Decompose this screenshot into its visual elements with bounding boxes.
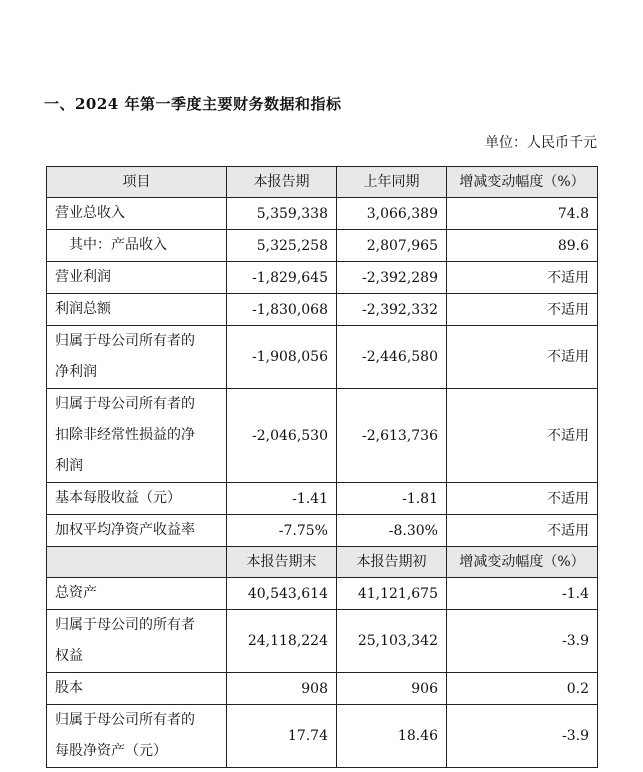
value-change: 不适用 xyxy=(447,262,598,294)
value-current: -1,830,068 xyxy=(227,294,337,326)
row-label-line: 总资产 xyxy=(55,585,97,601)
section1-row xyxy=(47,389,598,483)
row-label-line: 加权平均净资产收益率 xyxy=(55,522,195,538)
value-current: 5,325,258 xyxy=(227,230,337,262)
value-change: 不适用 xyxy=(447,294,598,326)
value-prior: 41,121,675 xyxy=(337,578,447,610)
value-prior: -1.81 xyxy=(337,483,447,515)
value-change: 不适用 xyxy=(447,483,598,515)
value-current: 908 xyxy=(227,673,337,705)
section1-row xyxy=(47,230,598,262)
value-current: 24,118,224 xyxy=(227,610,337,673)
value-change: 不适用 xyxy=(447,515,598,547)
row-label-line: 净利润 xyxy=(55,364,97,380)
unit-note: 单位：人民币千元 xyxy=(485,135,597,151)
row-label xyxy=(47,262,227,294)
value-prior: -2,613,736 xyxy=(337,389,447,483)
value-prior: 18.46 xyxy=(337,705,447,768)
value-current: -2,046,530 xyxy=(227,389,337,483)
value-current: 17.74 xyxy=(227,705,337,768)
section1-header-cell-1: 本报告期 xyxy=(227,167,337,198)
row-label-line: 扣除非经常性损益的净 xyxy=(55,427,195,443)
value-current: -1,908,056 xyxy=(227,326,337,389)
value-current: 5,359,338 xyxy=(227,198,337,230)
section1-header-cell-2: 上年同期 xyxy=(337,167,447,198)
section2-header-cell-3: 增减变动幅度（%） xyxy=(447,547,598,578)
value-change: 不适用 xyxy=(447,326,598,389)
value-change: -3.9 xyxy=(447,705,598,768)
value-change: 不适用 xyxy=(447,389,598,483)
section1-row xyxy=(47,326,598,389)
value-current: 40,543,614 xyxy=(227,578,337,610)
section1-header-cell-0: 项目 xyxy=(47,167,227,198)
value-prior: 2,807,965 xyxy=(337,230,447,262)
section1-row xyxy=(47,294,598,326)
section2-header-cell-1: 本报告期末 xyxy=(227,547,337,578)
section2-header-cell-0 xyxy=(47,547,227,578)
row-label-line: 营业总收入 xyxy=(55,205,125,221)
value-prior: 906 xyxy=(337,673,447,705)
section2-header-row xyxy=(47,547,598,578)
value-prior: -2,392,289 xyxy=(337,262,447,294)
row-label xyxy=(47,389,227,483)
section2-row xyxy=(47,610,598,673)
value-change: -3.9 xyxy=(447,610,598,673)
section2-header-cell-2: 本报告期初 xyxy=(337,547,447,578)
row-label xyxy=(47,326,227,389)
row-label xyxy=(47,230,227,262)
row-label-line: 其中：产品收入 xyxy=(69,237,167,253)
row-label-line: 归属于母公司的所有者 xyxy=(55,617,195,633)
financial-table xyxy=(46,166,598,768)
row-label xyxy=(47,705,227,768)
value-prior: -8.30% xyxy=(337,515,447,547)
section2-row xyxy=(47,705,598,768)
row-label-line: 利润总额 xyxy=(55,301,111,317)
section1-row xyxy=(47,483,598,515)
value-change: 0.2 xyxy=(447,673,598,705)
row-label-line: 基本每股收益（元） xyxy=(55,490,181,506)
row-label-line: 归属于母公司所有者的 xyxy=(55,396,195,412)
section1-header-cell-3: 增减变动幅度（%） xyxy=(447,167,598,198)
value-change: 89.6 xyxy=(447,230,598,262)
value-prior: -2,392,332 xyxy=(337,294,447,326)
section2-row xyxy=(47,578,598,610)
row-label-line: 归属于母公司所有者的 xyxy=(55,712,195,728)
section1-row xyxy=(47,515,598,547)
value-change: -1.4 xyxy=(447,578,598,610)
value-current: -1.41 xyxy=(227,483,337,515)
value-current: -1,829,645 xyxy=(227,262,337,294)
row-label-line: 权益 xyxy=(55,648,83,664)
row-label-line: 利润 xyxy=(55,458,83,474)
value-prior: 3,066,389 xyxy=(337,198,447,230)
row-label-line: 每股净资产（元） xyxy=(55,743,167,759)
row-label-line: 归属于母公司所有者的 xyxy=(55,333,195,349)
row-label xyxy=(47,198,227,230)
row-label-line: 股本 xyxy=(55,680,83,696)
row-label-line: 营业利润 xyxy=(55,269,111,285)
section-heading: 一、2024 年第一季度主要财务数据和指标 xyxy=(44,95,342,113)
value-prior: 25,103,342 xyxy=(337,610,447,673)
row-label xyxy=(47,610,227,673)
row-label xyxy=(47,483,227,515)
row-label xyxy=(47,515,227,547)
row-label xyxy=(47,673,227,705)
row-label xyxy=(47,294,227,326)
row-label xyxy=(47,578,227,610)
section1-row xyxy=(47,198,598,230)
section2-row xyxy=(47,673,598,705)
value-prior: -2,446,580 xyxy=(337,326,447,389)
section1-header-row xyxy=(47,167,598,198)
section1-row xyxy=(47,262,598,294)
value-current: -7.75% xyxy=(227,515,337,547)
value-change: 74.8 xyxy=(447,198,598,230)
